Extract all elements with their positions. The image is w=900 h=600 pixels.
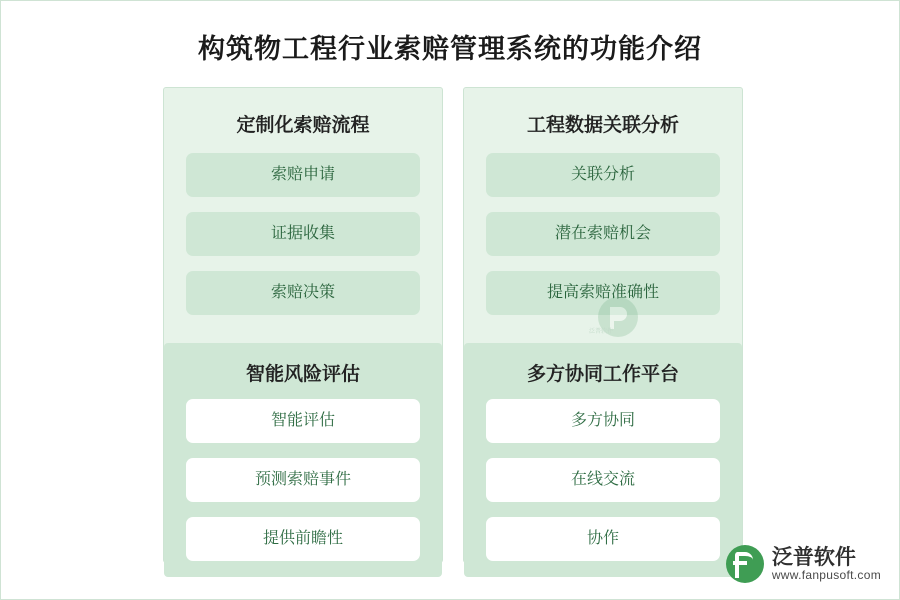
group-engineering-data-analysis (464, 88, 742, 315)
list-item[interactable]: 预测索赔事件 (186, 458, 420, 502)
group-title: 智能风险评估 (245, 364, 360, 385)
column-right (463, 87, 743, 563)
group-title: 工程数据关联分析 (526, 115, 679, 136)
list-item[interactable]: 在线交流 (486, 458, 720, 502)
list-item[interactable]: 提高索赔准确性 (486, 271, 720, 315)
group-title: 定制化索赔流程 (236, 115, 370, 136)
logo-icon (726, 545, 764, 583)
columns-container (163, 87, 743, 563)
list-item[interactable]: 索赔决策 (186, 271, 420, 315)
list-item[interactable]: 索赔申请 (186, 153, 420, 197)
list-item[interactable]: 关联分析 (486, 153, 720, 197)
list-item[interactable]: 智能评估 (186, 399, 420, 443)
watermark-label: 泛普软件 (589, 329, 614, 335)
list-item[interactable]: 证据收集 (186, 212, 420, 256)
logo-text (772, 546, 881, 582)
group-smart-risk-assessment (164, 343, 442, 577)
list-item[interactable]: 多方协同 (486, 399, 720, 443)
group-title: 多方协同工作平台 (526, 364, 679, 385)
logo-url: www.fanpusoft.com (771, 567, 881, 582)
list-item[interactable]: 协作 (486, 517, 720, 561)
brand-logo (726, 545, 881, 583)
column-left (163, 87, 443, 563)
list-item[interactable]: 潜在索赔机会 (486, 212, 720, 256)
group-multiparty-collaboration-platform (464, 343, 742, 577)
page-title: 构筑物工程行业索赔管理系统的功能介绍 (198, 34, 702, 64)
group-custom-claim-process (164, 88, 442, 315)
logo-name: 泛普软件 (771, 544, 856, 569)
list-item[interactable]: 提供前瞻性 (186, 517, 420, 561)
